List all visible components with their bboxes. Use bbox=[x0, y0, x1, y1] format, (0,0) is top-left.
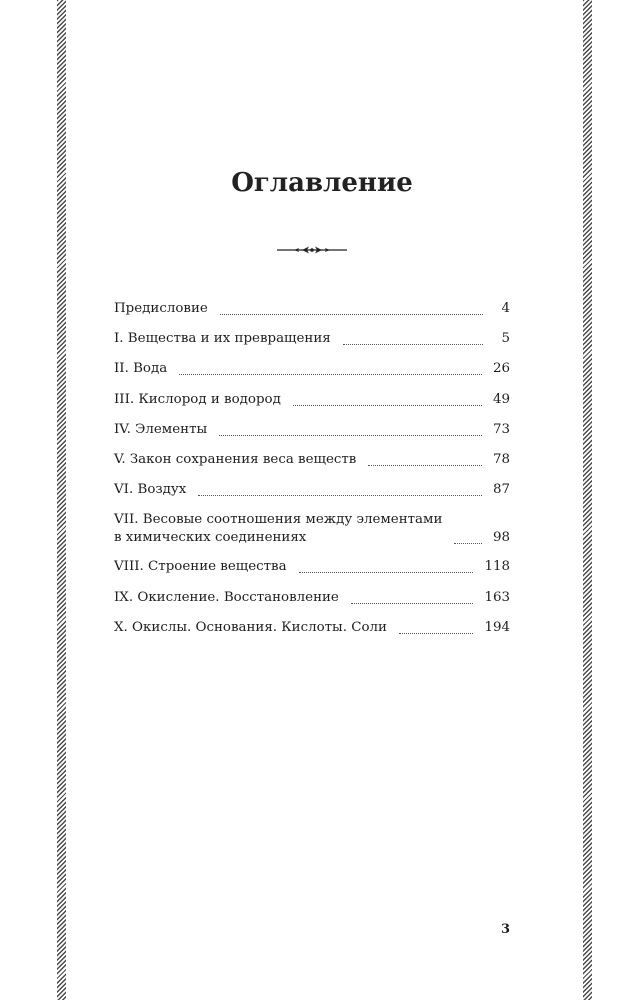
toc-entry-title-line: VII. Весовые соотношения между элементами bbox=[114, 512, 443, 528]
toc-entry-page: 98 bbox=[492, 530, 510, 546]
toc-entry-title: IV. Элементы bbox=[114, 421, 208, 437]
leader-dots bbox=[293, 401, 482, 406]
leader-dots bbox=[343, 340, 483, 345]
toc-entry-page: 4 bbox=[501, 301, 510, 316]
toc-entry-page: 49 bbox=[492, 391, 510, 407]
toc-entry-title: X. Окислы. Основания. Кислоты. Соли bbox=[114, 619, 387, 635]
toc-entry[interactable] bbox=[114, 421, 510, 439]
leader-dots bbox=[198, 491, 482, 496]
toc-entry-title: II. Вода bbox=[114, 361, 168, 377]
toc-entry[interactable] bbox=[114, 481, 510, 499]
left-decorative-border bbox=[57, 0, 66, 1000]
right-decorative-border bbox=[583, 0, 592, 1000]
toc-entry[interactable] bbox=[114, 330, 510, 348]
leader-dots bbox=[220, 310, 483, 315]
toc-entry-page: 5 bbox=[501, 331, 510, 347]
toc-entry[interactable] bbox=[114, 558, 510, 576]
toc-entry-title: III. Кислород и водород bbox=[114, 391, 281, 407]
toc-entry-title-line: в химических соединениях bbox=[114, 530, 307, 546]
toc-entry-title: V. Закон сохранения веса веществ bbox=[114, 451, 357, 467]
toc-entry[interactable] bbox=[114, 619, 510, 637]
toc-entry-page: 118 bbox=[484, 559, 510, 575]
leader-dots bbox=[454, 539, 482, 544]
toc-entry-title: IX. Окисление. Восстановление bbox=[114, 589, 339, 605]
toc-entry[interactable] bbox=[114, 451, 510, 469]
toc-entry[interactable] bbox=[114, 360, 510, 378]
page-title: Оглавление bbox=[231, 168, 413, 198]
toc-entry-title: Предисловие bbox=[114, 301, 208, 316]
leader-dots bbox=[179, 370, 482, 375]
toc-entry-title: I. Вещества и их превращения bbox=[114, 331, 331, 347]
toc-entry[interactable] bbox=[114, 300, 510, 318]
leader-dots bbox=[299, 568, 474, 573]
toc-entry-page: 163 bbox=[484, 589, 510, 605]
toc-entry-page: 194 bbox=[484, 619, 510, 635]
toc-entry-page: 87 bbox=[492, 482, 510, 498]
table-of-contents bbox=[114, 300, 510, 649]
toc-entry-title: VIII. Строение вещества bbox=[114, 559, 287, 575]
toc-entry-title: VI. Воздух bbox=[114, 482, 187, 498]
leader-dots bbox=[399, 629, 473, 634]
toc-entry-page: 73 bbox=[492, 421, 510, 437]
toc-entry-title bbox=[114, 511, 442, 547]
toc-entry[interactable] bbox=[114, 589, 510, 607]
page-number: 3 bbox=[500, 922, 510, 937]
toc-entry-page: 26 bbox=[492, 361, 510, 377]
ornament-divider-icon bbox=[276, 240, 348, 260]
leader-dots bbox=[351, 599, 474, 604]
leader-dots bbox=[219, 431, 482, 436]
toc-entry[interactable] bbox=[114, 391, 510, 409]
toc-entry-page: 78 bbox=[492, 451, 510, 467]
leader-dots bbox=[368, 461, 482, 466]
toc-entry[interactable] bbox=[114, 511, 510, 547]
